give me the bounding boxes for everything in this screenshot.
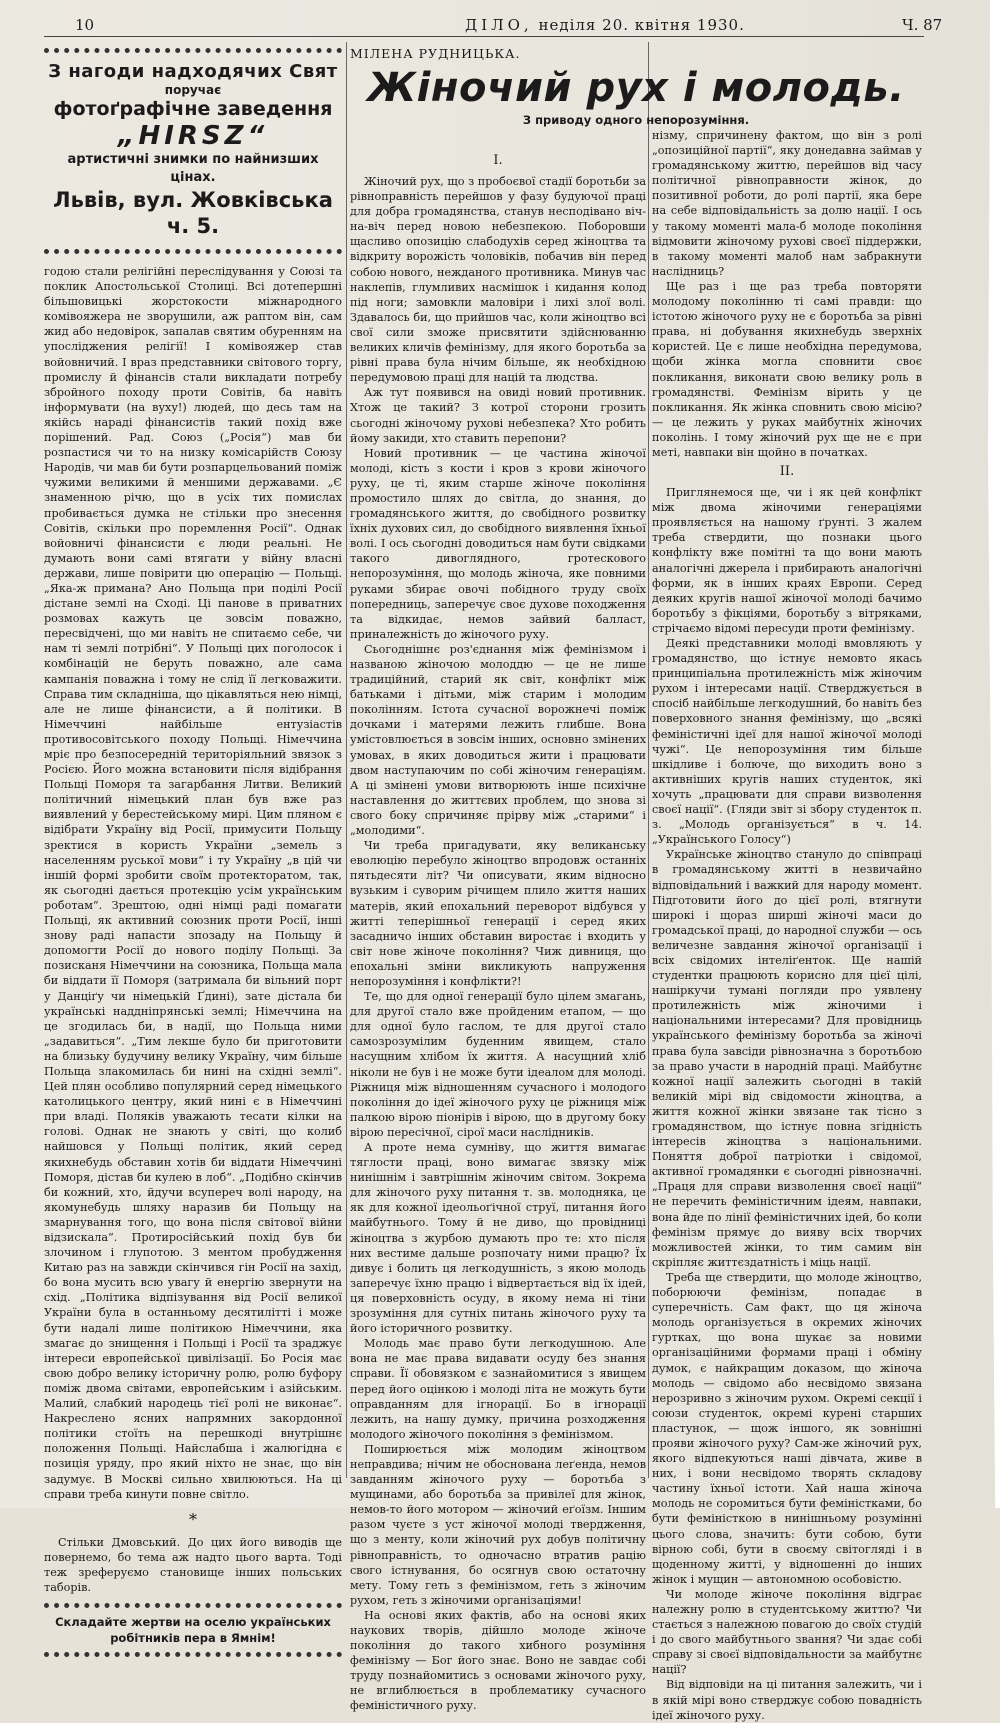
section-star: * — [189, 1509, 197, 1529]
running-header — [0, 14, 1000, 36]
torn-edge — [960, 0, 1000, 1508]
right-paragraph-5: Українське жіноцтво станулo до співпраці в громадянському житті в незвичайно відповідальний і важкий для народу момент. Підготовити його до цієї ролі, втягнути широкі і щораз ширші жіночі маси до громадської праці, до народної служби — ось величезне завдання жіночої організації і всіх свідомих інтеліґенток. Ще нашій студентки працюють корисно для цієї цілі, нашіркучи тумані погляди про уявлену протилежність між жіночими і національними інтересами? Для провідниць українського фемінізму боротьба за жіночі права була завсіди рівнозначна з боротьбою за право участи в народній праці. Майбутнє кожної нації залежить сьогодні в такій великій мірі від свідомости жіноцтва, а життя кожної жінки звязане так тісно з громадянством, що істнує повна згідність інтересів жіноцтва з національними. Поняття доброї патріотки і свідомої, активної громадянки є сьогодні рівнозначні. „Праця для справи визволення своєї нації“ не перечить феміністичним ідеям, навпаки, вона йде по лінії феміністичних ідей, бо коли фемінізм прямує до вияву всіх творчих можливостей жінки, то тим самим він скріпляє життєздатність і міць нації. — [652, 848, 922, 1269]
issue-date: неділя 20. квітня 1930. — [538, 16, 745, 34]
mid-paragraph-4: Сьогоднішнє роз'єднання між фемінізмом і названою жіночою молоддю — це не лише традиційний, старий як світ, конфлікт між батьками і дітьми, між старим і молодим поколінням. Істота сучасної ворожнечі поміж дочками і матерями лежить глибше. Вона умістовлюється в зовсім інших, основно змінених умовах, в яких доводиться жити і працювати двом наступаючим по собі жіночим генераціям. А ці змінені умови витворюють інше психічне наставлення до життєвих проблем, що знова зі свого боку спричиняє прірву між „старими“ і „молодими“. — [350, 642, 646, 838]
ad-line-studio: фотоґрафічне заведення — [53, 98, 333, 120]
title-spacer — [350, 61, 646, 149]
ad-line-holidays: З нагоди надходячих Свят — [48, 61, 338, 82]
mid-paragraph-5: Чи треба пригадувати, яку великанську еволюцію перебуло жіноцтво впродовж останніх пятьдесяти літ? Чи описувати, яким відносно вузьким і суворим річищем плило життя наших матерів, який епохальний переворот відбувся у житті теперішньої генерації і серед яких засадничо інших обставин виростає і входить у світ нове жіноче покоління? Чиж дивниця, що епохальні зміни викликують напруження непорозуміння і конфлікти?! — [350, 839, 646, 988]
issue-number: Ч. 87 — [902, 16, 943, 34]
column-divider-right — [648, 42, 649, 1478]
ad-line-brand: „HIRSZ“ — [117, 121, 269, 151]
mid-paragraph-9: Поширюється між молодим жіноцтвом неправдива; нічим не обоснована леґенда, немов завданням жіночого руху — боротьба з мущинами, або боротьба за привілеї для жінок, немов-то його мотором — жіночий еґоїзм. Іншим разом чуєте з уст жіночої молоді твердження, що з менту, коли жіночий рух добув політичну рівноправність, то одночасно втратив рацію свого істнування, бо осягнув свою остаточну мету. Тому геть з фемінізмом, геть з жіночим рухом, геть з жіночими організаціями! — [350, 1442, 646, 1607]
mid-paragraph-10: На основі яких фактів, або на основі яких наукових творів, дійшло молоде жіноче покоління до такого хибного розуміння фемінізму — Бог його знає. Воно не завдає собі труду познайомитись з основами жіночого руху, не вглиблюється в проблематику сучасного феміністичного руху. — [350, 1608, 646, 1713]
left-article-note: Стільки Дмовський. До цих його виводів ще повернемо, бо тема аж надто цього варта. Тоді теж зреферуємо становище інших польських таборів. — [44, 1535, 342, 1594]
title-spacer-right — [652, 40, 922, 128]
article-author: МІЛЕНА РУДНИЦЬКА. — [350, 46, 521, 61]
right-column — [652, 40, 922, 1722]
mid-paragraph-6: Те, що для одної генерації було цілем змагань, для другої стало вже пройденим етапом, — що для одної було гаслом, те для другої стало самозрозумілим буденним явищем, стало насущним хлібом їх життя. А насущний хліб ніколи не був і не може бути ідеалом для молоді. Ріжниця між відношенням сучасного і молодого покоління до ідеї жіночого руху це ріжниця між палкою вірою піонірів і вірою, що в другому боку вірою пересічної, сірої маси наслідників. — [350, 990, 646, 1139]
column-divider-left — [346, 42, 347, 1478]
header-center — [465, 16, 745, 34]
mid-paragraph-7: А проте нема сумніву, що життя вимагає тяглости праці, воно вимагає звязку між нинішнім і завтрішнім жіночим світом. Зокрема для жіночого руху питання т. зв. молодняка, це як для кожної ідеольоґічної струї, питання його майбутнього. Тому й не диво, що провідниці жіноцтва з журбою думають про те: хто після них вестиме дальше розпочату ними працю? Їх дивує і болить ця легкодушність, з якою молодь заперечує їхню працю і відвертається від їх ідей, ця поверховність осуду, в якому нема ні тіни зрозуміння для сутніх питань жіночого руху та його історичного розвитку. — [350, 1141, 646, 1336]
right-paragraph-7: Чи молоде жіноче покоління відграє належну ролю в студентському життю? Чи стається з належною повагою до своїх студій і до свого майбутнього звання? Чи здає собі справу зі своєї відповідальности за майбутнє нації? — [652, 1587, 922, 1677]
right-paragraph-4: Деякі представники молоді вмовляють у громадянство, що істнує немовто якась принципіальна протилежність між жіночим рухом і інтересами нації. Стверджується в спосіб найбільше легкодушний, бо навіть без поверховного знання фемінізму, що „всякі феміністичні ідеї для нашої жіночої молоді чужі“. Це непорозуміння тим більше шкідливе і болюче, що виходить воно з активніших кругів наших студенток, які хочуть „працювати для справи визволення своєї нації“. (Гляди звіт зі збору студенток п. з. „Молодь організується“ в ч. 14. „Українського Голосу“) — [652, 637, 922, 847]
newspaper-name: ДІЛО, — [465, 16, 533, 34]
mid-paragraph-1: Жіночий рух, що з пробоєвої стадії боротьби за рівноправність перейшов у фазу будуючої праці для добра громадянства, станув несподівано віч-на-віч перед новою небезпекою. Поборовши щасливо опозицію слабодухів серед жіноцтва та відкриту ворожість чоловіків, побачив він перед собою нового, нежданого противника. Минув час наклепів, глумливих насмішок і кидання колод під ноги; замовкли маловіри і лихі злої волі. Здавалось би, що прийшов час, коли жіноцтво всі свої сили зможе присвятити здійснюванню великих кличів фемінізму, для якого боротьба за рівні права була нічим більше, як необхідною передумовою праці для націй та людства. — [350, 175, 646, 385]
right-paragraph-6: Треба ще ствердити, що молоде жіноцтво, поборюючи фемінізм, попадає в суперечність. Сам факт, що ця жіноча молодь організується в окремих жіночих гуртках, що вона шукає за новими організаційними формами праці і обміну думок, є найкращим доказом, що жіноча молодь — свідомо або несвідомо звязана нерозривно з жіночим рухом. Окремі секції і союзи студенток, окремі курені старших пластунок, — щож іншого, як зовнішні прояви жіночого руху? Сам-же жіночий рух, якого відпекуються наші дівчата, живе в них, і вони несвідомо творять складову частину їхньої істоти. Хай наша жіноча молодь не соромиться бути феміністками, бо бути феміністкою в нинішньому розумінні цього слова, значить: бути собою, бути вірною собі, бути в своєму світогляді і в щоденному житті, у відношенні до інших жінок і мущин — автономною особовістю. — [652, 1270, 922, 1586]
section-one-number: I. — [493, 153, 503, 168]
section-two-number: II. — [779, 464, 795, 480]
mid-paragraph-3: Новий противник — це частина жіночої молоді, кість з кости і кров з крови жіночого руху, це ті, яким старше жіноче покоління промостило шлях до світла, до знання, до громадянського життя, до свобідного розвитку їхніх духових сил, до свобідного виявлення їхньої волі. І ось сьогодні доводиться нам бути свідками такого дивоглядного, гротескового непорозуміння, що молодь жіноча, яке повними руками збирає овочі побідного труду своїх попередниць, заперечує своє духове походження та відкидає, немов зайвий балласт, приналежність до жіночого руху. — [350, 446, 646, 641]
left-article-text: годою стали релігійні переслідування у Союзі та поклик Апостольської Столиці. Всі дотепершні більшовицькі жорстокости міжнародного комівояжера не зворушили, аж раптом він, сам жид або недовірок, запалав святим обуренням на упосліджения релігії! І комівояжер став войовничий. І враз представники світового торгу, промислу й фінансів стали викладати потребу збройного походу проти Совітів, ба навіть інформувати (на вуху!) людей, що десь там на якійсь нараді фінансистів такий похід вже порішений. Рад. Союз („Росія“) мав би розпастися чи то на низку комісарійств Союзу Народів, чи мав би бути розпарцельований поміж чужими великими й меншими державами. „Є знаменною річю, що в усіх тих помислах пробивається думка не стільки про знесення Совітів, скільки про поремлення Росії“. Однак войовничі фінансисти є люди реальні. Не думають вони самі втягати у війну власні держави, лише повірити цю операцію — Польщі. „Яка-ж примана? Ано Польща при поділі Росії дістане землі на Сході. Ці панове в приватних розмовах кажуть це зовсім поважно, пересвідчені, що ми навіть не спитаємо себе, чи нам ті землі потрібні“. У Польщі цих поголосок і комбінацій не беруть поважно, але сама кампанія поважна і тому не слід її легковажити. Справа тим складніша, що цікавляться нею німці, але не лише фінансисти, а й політики. В Німеччині найбільше ентузіастів противосовітського походу Польщі. Німеччина мріє про безпосередній територіяльний звязок з Росією. Його можна встановити після відібрання Польщі Поморя та загарбання Литви. Великий політичний німецький план був вже раз виявлений у берестейському мирі. Цим пляном є відібрати Україну від Росії, примусити Польщу зректися в користь України „земель з населенням руської мови“ і ту Україну „в цій чи іншій формі зробити своїм протекторатом, так, як сьогодні дається протекцію усім українським роботам“. Зрештою, одні німці раді помагати Польщі, як активний союзник проти Росії, інші знову раді напасти зпозаду на Польщу й допомогти Росії до нового поділу Польщі. За позисканя Німеччини на союзника, Польща мала би віддати її Поморя (затримала би вільний порт у Данціґу чи німецькій Ґдині), зате дістала би українські наддніпрянські землі; Німеччина на це згодилась би, в надії, що Польща ними „задавиться“. „Тим лекше було би приготовити на близьку будучину велику Україну, чим більше Польща злакомилась би нині на східні землі“. Цей плян особливо популярний серед німецького католицького центру, який нині є в Німеччині при владі. Поляків уважають тесати кілки на голові. Однак не знають у світі, що колиб найшовся у Польщі політик, який серед якихнебудь обставин хотів би віддати Німеччині Поморя, дістав би кулею в лоб“. „Подібно скінчив би кожний, хто, йдучи всупереч волі народу, на якомунебудь шляху наразив би Польщу на змарнування того, що вона після світової війни відзискала“. Протиросійський похід був би злочином і глупотою. З ментом пробудження Китаю раз на завжди скінчився гін Росії на захід, бо вона мусить всю увагу й енергію звернути на схід. „Політика відпізування від Росії великої України була в останньому десятилітті і може бути надалі лише політикою Німеччини, яка змагає до знищення і Польщі і Росії та зраджує інтереси европейської цивілізації. Бо Росія має свою добро велику історичну ролю, ролю буфору поміж двома світами, европейським і азійським. Малий, слабкий народець тієї ролі не виконає“. Накреслено ясних напрямних закордонної політики стоїть на перешкоді внутрішнє положення Польщі. Найслабша і жалюгідна є позиція уряду, про який ніхто не знає, що він задумує. В Москві сильно хвилюються. На ці справи треба кинути повне світло. — [44, 265, 342, 1501]
ad-line-prices: артистичні знимки по найнизших цінах. — [67, 152, 319, 185]
header-rule — [44, 36, 924, 37]
page-number: 10 — [75, 16, 95, 34]
article-subtitle: З приводу одного непорозуміння. — [522, 113, 750, 127]
hirsz-advertisement — [44, 48, 342, 254]
right-paragraph-3: Приглянемося ще, чи і як цей конфлікт між двома жіночими генераціями проявляється на нашому ґрунті. З жалем треба ствердити, що познаки цього конфлікту вже помітні та що вони мають аналогічні джерела і прибирають аналогічні форми, як в інших краях Европи. Серед деяких кругів нашої жіночої молоді бачимо боротьбу з фікціями, боротьбу з вітряками, стрічаємо відомі пересуди проти фемінізму. — [652, 486, 922, 635]
right-paragraph-8: Від відповіди на ці питання залежить, чи і в якій мірі воно стверджує собою повадність ідеї жіночого руху. — [652, 1678, 922, 1722]
right-paragraph-2: Ще раз і ще раз треба повторяти молодому поколінню ті самі правди: що істотою жіночого руху не є боротьба за рівні права, ні добування якихнебудь зверхніх користей. Це є лише необхідна передумова, щоби жінка могла сповнити своє покликання, виконати свою велику роль в громадянстві. Фемінізм вірить у це покликання. Як жінка сповнить свою місію? — це лежить у руках майбутніх жіночих поколінь. І тому жіночий рух ще не є при меті, навпаки він щойно в початках. — [652, 279, 922, 459]
article-title: Жіночий рух і молодь. — [367, 65, 905, 111]
ad-line-recommends: поручає — [164, 83, 222, 97]
left-column — [44, 40, 342, 1646]
mid-paragraph-2: Аж тут появився на овиді новий противник. Хтож це такий? З котрої сторони грозить сьогодні жіночому рухові небезпека? Хто робить йому закиди, хто ставить перепони? — [350, 386, 646, 445]
mid-paragraph-8: Молодь має право бути легкодушною. Але вона не має права видавати осуду без знання справи. Її обовязком є зазнайомитися з явищем перед його оцінкою і молоді літа не можуть бути оправданням для ігнорації. Бо в ігнорації лежить, на нашу думку, причина розходження молодого жіночого покоління з фемінізмом. — [350, 1337, 646, 1441]
middle-column — [350, 40, 646, 1713]
donation-appeal: Складайте жертви на оселю українських робітників пера в Ямнім! — [44, 1603, 342, 1657]
right-paragraph-1: нізму, спричинену фактом, що він з ролі „опозиційної партії“, яку донедавна займав у громадянському життю, перейшов від часу політичної рівноправности жінок, до позитивної роботи, до ролі партії, яка бере на себе відповідальність за долю нації. І ось у такому моменті мала-б молоде покоління відмовити жіночому рухові своєї піддержки, в такому моменті малоб нам забракнути наслідниць? — [652, 129, 922, 278]
ad-line-address: Львів, вул. Жовківська ч. 5. — [53, 188, 333, 238]
